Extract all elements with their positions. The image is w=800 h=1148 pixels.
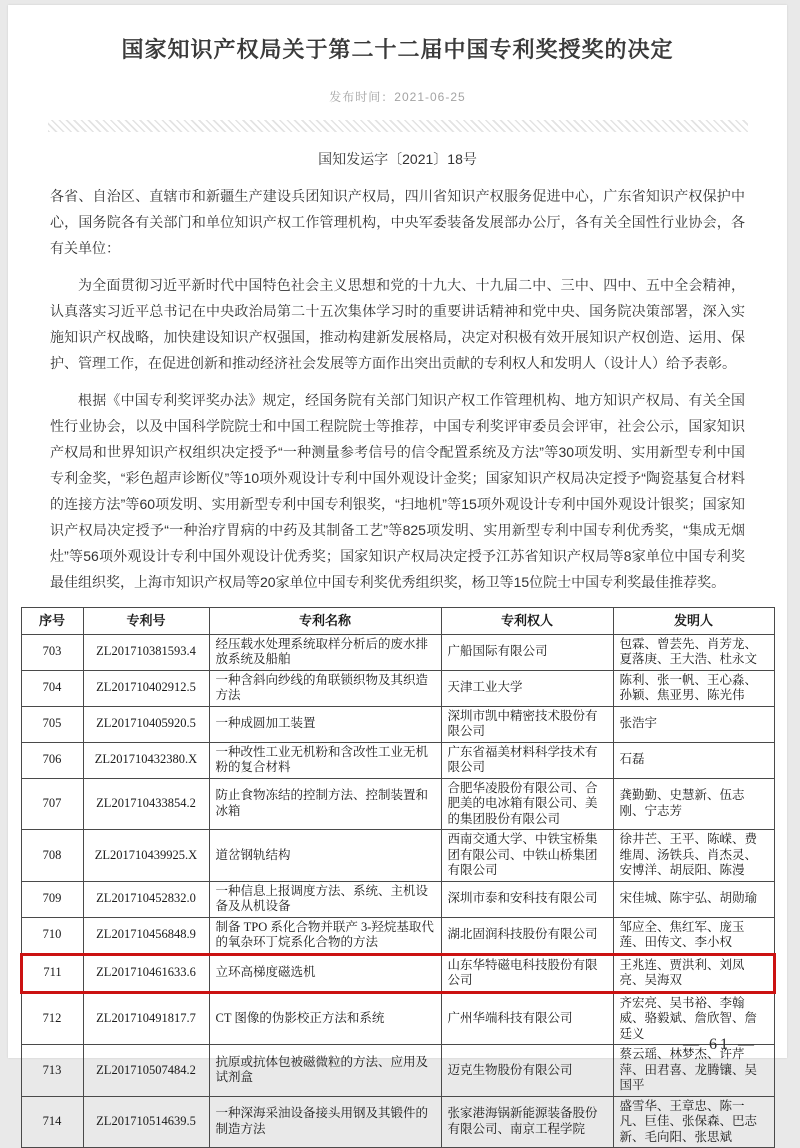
body-text <box>50 183 745 595</box>
cell-patentee: 广州华端科技有限公司 <box>441 992 613 1045</box>
cell-seq: 711 <box>21 954 83 992</box>
cell-patent-name: 防止食物冻结的控制方法、控制装置和冰箱 <box>209 778 441 830</box>
cell-inventors: 王兆连、贾洪利、刘凤亮、吴海双 <box>613 954 774 992</box>
cell-patent-no: ZL201710507484.2 <box>83 1045 209 1097</box>
cell-seq: 710 <box>21 917 83 954</box>
body-paragraph-salutation: 各省、自治区、直辖市和新疆生产建设兵团知识产权局，四川省知识产权服务促进中心，广东省知识产权保护中心，国务院各有关部门和单位知识产权工作管理机构，中央军委装备发展部办公厅，各有关全国性行业协会，各有关单位： <box>50 188 745 256</box>
body-paragraph-awards: 根据《中国专利奖评奖办法》规定，经国务院有关部门知识产权工作管理机构、地方知识产权局、有关全国性行业协会，以及中国科学院院士和中国工程院院士等推荐，中国专利奖评审委员会评审，社会公示，国家知识产权局和世界知识产权组织决定授予“一种测量参考信号的信令配置系统及方法”等30项发明、实用新型专利中国专利金奖，“彩色超声诊断仪”等10项外观设计专利中国外观设计金奖；国家知识产权局决定授予“陶瓷基复合材料的连接方法”等60项发明、实用新型专利中国专利银奖，“扫地机”等15项外观设计专利中国外观设计银奖；国家知识产权局决定授予“一种治疗胃病的中药及其制备工艺”等825项发明、实用新型专利中国专利优秀奖，“集成无烟灶”等56项外观设计专利中国外观设计优秀奖；国家知识产权局决定授予江苏省知识产权局等8家单位中国专利奖最佳组织奖，上海市知识产权局等20家单位中国专利奖优秀组织奖，杨卫等15位院士中国专利奖最佳推荐奖。 <box>50 392 745 590</box>
header-patent-name: 专利名称 <box>209 608 441 635</box>
cell-patent-no: ZL201710381593.4 <box>83 634 209 670</box>
cell-seq: 714 <box>21 1096 83 1148</box>
cell-patent-name: 立环高梯度磁选机 <box>209 954 441 992</box>
cell-inventors: 宋佳城、陈宇弘、胡勋瑜 <box>613 881 774 917</box>
cell-seq: 713 <box>21 1045 83 1097</box>
cell-patent-no: ZL201710514639.5 <box>83 1096 209 1148</box>
cell-patentee: 天津工业大学 <box>441 670 613 706</box>
cell-patent-no: ZL201710491817.7 <box>83 992 209 1045</box>
cell-patent-no: ZL201710452832.0 <box>83 881 209 917</box>
cell-inventors: 陈利、张一帆、王心淼、孙颖、焦亚男、陈光伟 <box>613 670 774 706</box>
highlighted-row <box>21 954 774 992</box>
cell-inventors: 盛雪华、王章忠、陈一凡、巨佳、张保森、巴志新、毛向阳、张思斌 <box>613 1096 774 1148</box>
table-row <box>21 670 774 706</box>
cell-patent-name: 制备 TPO 系化合物并联产 3-羟烷基取代的氧杂环丁烷系化合物的方法 <box>209 917 441 954</box>
cell-patent-name: 一种成圆加工装置 <box>209 706 441 742</box>
cell-seq: 705 <box>21 706 83 742</box>
cell-inventors: 包霖、曾芸先、肖芳龙、夏落庚、王大浩、杜永文 <box>613 634 774 670</box>
cell-patentee: 湖北固润科技股份有限公司 <box>441 917 613 954</box>
cell-seq: 712 <box>21 992 83 1045</box>
cell-inventors: 张浩宇 <box>613 706 774 742</box>
header-patent-no: 专利号 <box>83 608 209 635</box>
table-row <box>21 881 774 917</box>
page-title: 国家知识产权局关于第二十二届中国专利奖授奖的决定 <box>121 37 674 62</box>
cell-inventors: 齐宏亮、吴书裕、李翰威、骆毅斌、詹欣智、詹廷义 <box>613 992 774 1045</box>
cell-patent-no: ZL201710461633.6 <box>83 954 209 992</box>
cell-inventors: 蔡云瑶、林梦杰、许芹萍、田君喜、龙腾镶、吴国平 <box>613 1045 774 1097</box>
cell-patentee: 合肥华凌股份有限公司、合肥美的电冰箱有限公司、美的集团股份有限公司 <box>441 778 613 830</box>
cell-patentee: 迈克生物股份有限公司 <box>441 1045 613 1097</box>
doc-number: 国知发运字〔2021〕18号 <box>318 151 477 167</box>
table-header-row <box>21 608 774 635</box>
cell-patent-no: ZL201710432380.X <box>83 742 209 778</box>
cell-patent-no: ZL201710402912.5 <box>83 670 209 706</box>
cell-patent-no: ZL201710405920.5 <box>83 706 209 742</box>
cell-inventors: 徐井芒、王平、陈嵘、费维周、汤铁兵、肖杰灵、安博洋、胡辰阳、陈漫 <box>613 830 774 882</box>
cell-patent-name: 抗原或抗体包被磁微粒的方法、应用及试剂盒 <box>209 1045 441 1097</box>
cell-seq: 709 <box>21 881 83 917</box>
cell-seq: 707 <box>21 778 83 830</box>
cell-inventors: 邹应全、焦红军、庞玉莲、田传文、李小权 <box>613 917 774 954</box>
table-row <box>21 1045 774 1097</box>
cell-inventors: 石磊 <box>613 742 774 778</box>
table-row <box>21 1096 774 1148</box>
hatched-divider <box>48 120 748 132</box>
cell-patentee: 张家港海锅新能源装备股份有限公司、南京工程学院 <box>441 1096 613 1148</box>
page-number: — 61 — <box>683 1036 757 1053</box>
document-page <box>8 5 787 1144</box>
cell-patent-name: CT 图像的伪影校正方法和系统 <box>209 992 441 1045</box>
cell-patentee: 山东华特磁电科技股份有限公司 <box>441 954 613 992</box>
cell-seq: 706 <box>21 742 83 778</box>
table-row <box>21 706 774 742</box>
cell-seq: 708 <box>21 830 83 882</box>
cell-patent-name: 经压载水处理系统取样分析后的废水排放系统及船舶 <box>209 634 441 670</box>
body-paragraph-preamble: 为全面贯彻习近平新时代中国特色社会主义思想和党的十九大、十九届二中、三中、四中、五中全会精神，认真落实习近平总书记在中央政治局第二十五次集体学习时的重要讲话精神和党中央、国务院决策部署，深入实施知识产权战略，加快建设知识产权强国，推动构建新发展格局，决定对积极有效开展知识产权创造、运用、保护、管理工作，在促进创新和推动经济社会发展等方面作出突出贡献的专利权人和发明人（设计人）给予表彰。 <box>50 277 745 371</box>
header-inventors: 发明人 <box>613 608 774 635</box>
cell-patentee: 广东省福美材料科学技术有限公司 <box>441 742 613 778</box>
cell-patent-name: 一种信息上报调度方法、系统、主机设备及从机设备 <box>209 881 441 917</box>
cell-patentee: 广船国际有限公司 <box>441 634 613 670</box>
cell-patent-name: 一种含斜向纱线的角联锁织物及其织造方法 <box>209 670 441 706</box>
header-patentee: 专利权人 <box>441 608 613 635</box>
cell-patent-no: ZL201710456848.9 <box>83 917 209 954</box>
cell-patentee: 深圳市泰和安科技有限公司 <box>441 881 613 917</box>
table-row <box>21 830 774 882</box>
publish-date: 发布时间：2021-06-25 <box>329 90 466 104</box>
cell-patentee: 西南交通大学、中铁宝桥集团有限公司、中铁山桥集团有限公司 <box>441 830 613 882</box>
table-row <box>21 634 774 670</box>
cell-seq: 703 <box>21 634 83 670</box>
table-row <box>21 742 774 778</box>
table-row <box>21 992 774 1045</box>
cell-seq: 704 <box>21 670 83 706</box>
cell-inventors: 龚勤勤、史慧新、伍志刚、宁志芳 <box>613 778 774 830</box>
cell-patent-no: ZL201710439925.X <box>83 830 209 882</box>
table-row <box>21 917 774 954</box>
table-row <box>21 778 774 830</box>
header-seq: 序号 <box>21 608 83 635</box>
cell-patent-name: 一种改性工业无机粉和含改性工业无机粉的复合材料 <box>209 742 441 778</box>
cell-patent-name: 一种深海采油设备接头用钢及其锻件的制造方法 <box>209 1096 441 1148</box>
cell-patentee: 深圳市凯中精密技术股份有限公司 <box>441 706 613 742</box>
cell-patent-name: 道岔钢轨结构 <box>209 830 441 882</box>
cell-patent-no: ZL201710433854.2 <box>83 778 209 830</box>
